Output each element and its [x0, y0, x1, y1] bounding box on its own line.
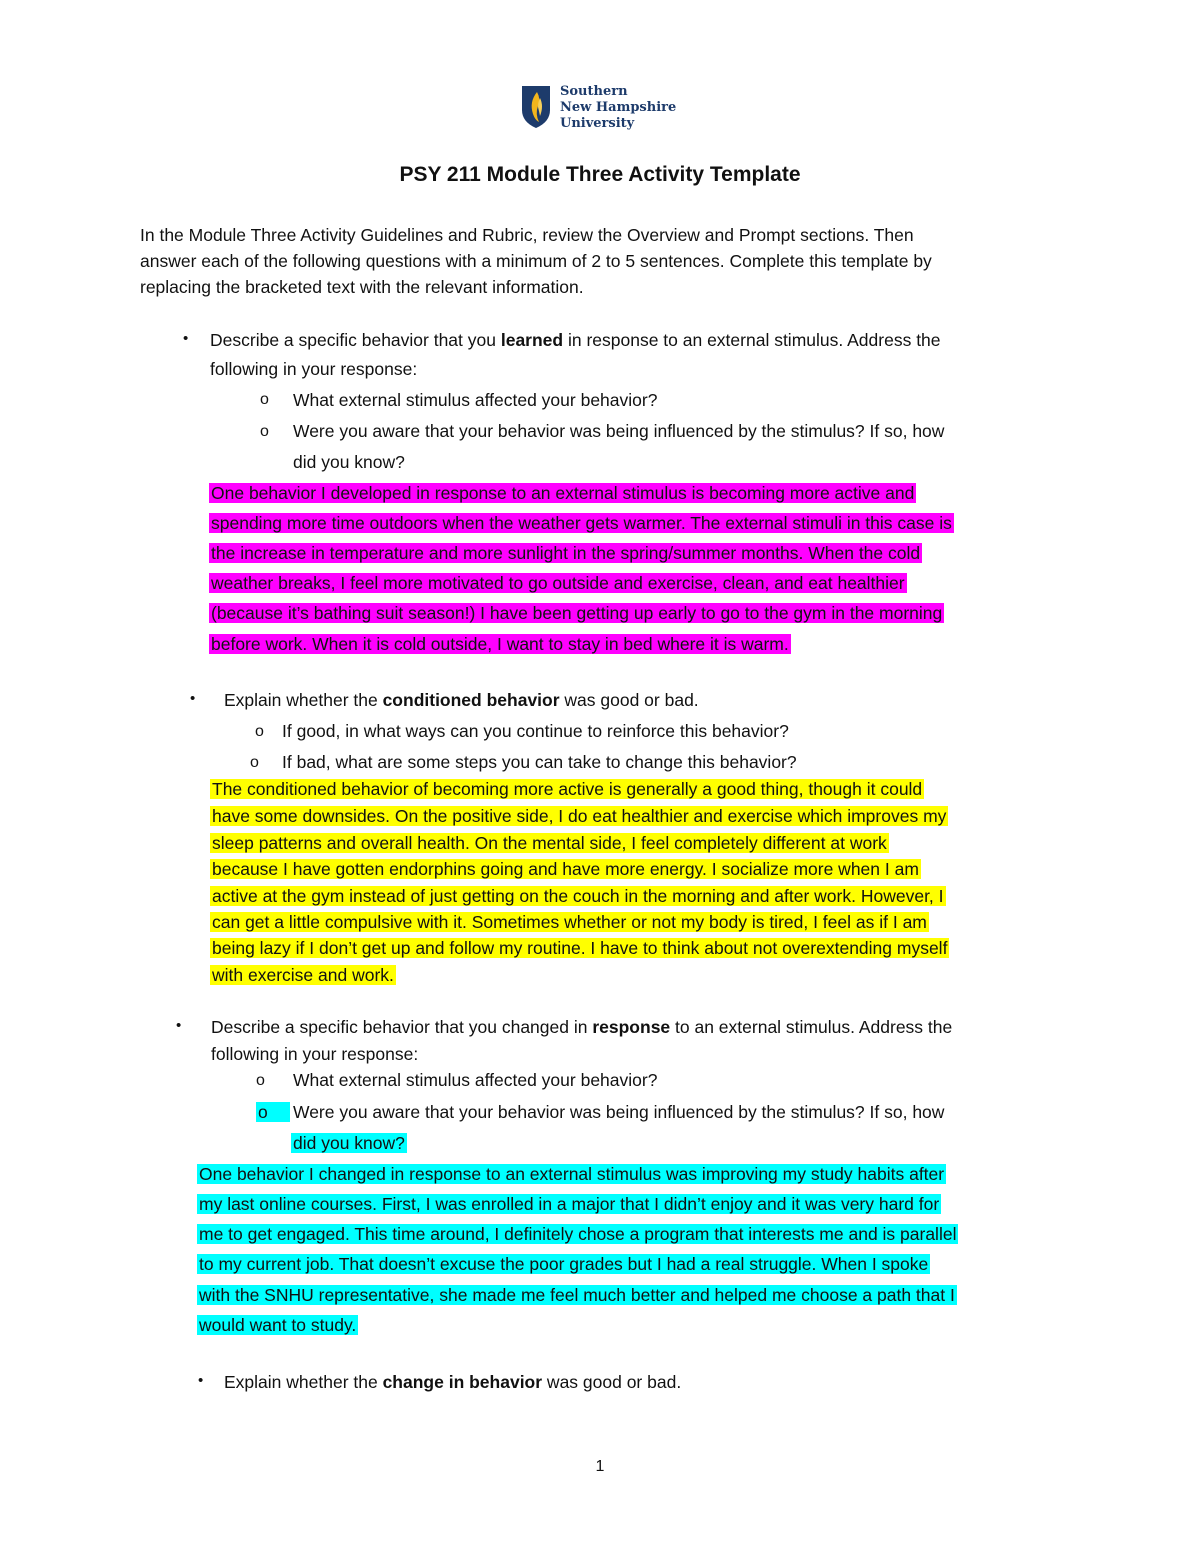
section3-sub2-text: Were you aware that your behavior was being influenced by the stimulus? If so, how: [293, 1102, 945, 1122]
snhu-logo: [520, 84, 676, 132]
sub-bullet-icon: o: [255, 723, 264, 740]
logo-line-3: University: [560, 116, 635, 131]
section1-prompt: [210, 328, 941, 352]
logo-line-2: New Hampshire: [560, 100, 677, 115]
section3-prompt-line2: following in your response:: [211, 1044, 419, 1064]
answer2-line: can get a little compulsive with it. Sometimes whether or not my body is tired, I feel as if I am: [212, 912, 927, 932]
prompt-emphasis: conditioned behavior: [382, 690, 560, 710]
answer3-line: my last online courses. First, I was enrolled in a major that I didn’t enjoy and it was very hard for: [199, 1194, 940, 1214]
answer2-line: being lazy if I don’t get up and follow my routine. I have to think about not overextending myself: [212, 938, 948, 958]
bullet-icon: •: [176, 1017, 182, 1034]
section3-sub2: [256, 1100, 945, 1124]
logo-wordmark: [560, 84, 676, 132]
answer2-line: because I have gotten endorphins going and have more energy. I socialize more when I am: [212, 859, 919, 879]
section2-sub2: If bad, what are some steps you can take to change this behavior?: [282, 752, 797, 772]
section1-sub2-line2: did you know?: [293, 452, 405, 472]
answer1-line: (because it’s bathing suit season!) I have been getting up early to go to the gym in the morning: [211, 603, 943, 623]
sub-bullet-icon: o: [260, 391, 269, 408]
section3-prompt: [211, 1015, 952, 1039]
answer1-line: spending more time outdoors when the weather gets warmer. The external stimuli in this case is: [211, 513, 952, 533]
bullet-icon: •: [198, 1372, 204, 1389]
shield-logo-icon: [520, 84, 552, 130]
prompt-emphasis: learned: [500, 330, 564, 350]
answer3-line: to my current job. That doesn’t excuse the poor grades but I had a real struggle. When I spoke: [199, 1254, 929, 1274]
section1-sub1: What external stimulus affected your behavior?: [293, 390, 658, 410]
answer3-line: One behavior I changed in response to an external stimulus was improving my study habits after: [199, 1164, 945, 1184]
sub-bullet-icon: o: [250, 754, 259, 771]
answer1-line: before work. When it is cold outside, I want to stay in bed where it is warm.: [211, 634, 789, 654]
prompt-text: was good or bad.: [542, 1372, 682, 1392]
prompt-text: Explain whether the: [224, 690, 383, 710]
answer2-line: sleep patterns and overall health. On the mental side, I feel completely different at work: [212, 833, 887, 853]
section2-prompt: [224, 688, 699, 712]
section2-sub1: If good, in what ways can you continue to reinforce this behavior?: [282, 721, 789, 741]
intro-paragraph: [140, 222, 1070, 300]
sub-bullet-icon: o: [260, 423, 269, 440]
sub-bullet-icon: o: [256, 1102, 290, 1122]
page-title: PSY 211 Module Three Activity Template: [399, 163, 801, 186]
section4-prompt: [224, 1370, 681, 1394]
bullet-icon: •: [183, 330, 189, 347]
prompt-emphasis: response: [592, 1017, 671, 1037]
prompt-text: in response to an external stimulus. Address the: [563, 330, 941, 350]
answer2-line: with exercise and work.: [212, 965, 394, 985]
prompt-text: to an external stimulus. Address the: [670, 1017, 953, 1037]
answer3-line: with the SNHU representative, she made me feel much better and helped me choose a path that I: [199, 1285, 955, 1305]
answer1-line: One behavior I developed in response to an external stimulus is becoming more active and: [211, 483, 915, 503]
answer3-line: would want to study.: [199, 1315, 357, 1335]
section1-sub2: Were you aware that your behavior was being influenced by the stimulus? If so, how: [293, 421, 945, 441]
answer1-line: weather breaks, I feel more motivated to go outside and exercise, clean, and eat healthier: [211, 573, 905, 593]
sub-bullet-icon: o: [256, 1072, 265, 1089]
answer2-line: The conditioned behavior of becoming more active is generally a good thing, though it could: [212, 779, 923, 799]
answer3-line: me to get engaged. This time around, I definitely chose a program that interests me and is parallel: [199, 1224, 957, 1244]
answer2-line: active at the gym instead of just getting on the couch in the morning and after work. However, I: [212, 886, 944, 906]
prompt-text: Explain whether the: [224, 1372, 383, 1392]
prompt-text: Describe a specific behavior that you changed in: [211, 1017, 593, 1037]
answer1-line: the increase in temperature and more sunlight in the spring/summer months. When the cold: [211, 543, 921, 563]
prompt-text: Describe a specific behavior that you: [210, 330, 501, 350]
section1-prompt-line2: following in your response:: [210, 359, 418, 379]
bullet-icon: •: [190, 690, 196, 707]
intro-line: answer each of the following questions with a minimum of 2 to 5 sentences. Complete this template by: [140, 251, 932, 271]
section3-sub2-line2: did you know?: [293, 1133, 405, 1153]
section3-sub1: What external stimulus affected your behavior?: [293, 1070, 658, 1090]
answer2-line: have some downsides. On the positive side, I do eat healthier and exercise which improves my: [212, 806, 947, 826]
intro-line: replacing the bracketed text with the relevant information.: [140, 277, 584, 297]
prompt-emphasis: change in behavior: [382, 1372, 543, 1392]
prompt-text: was good or bad.: [559, 690, 699, 710]
intro-line: In the Module Three Activity Guidelines and Rubric, review the Overview and Prompt sections. Then: [140, 225, 914, 245]
logo-line-1: Southern: [560, 84, 628, 99]
page-number: 1: [595, 1458, 605, 1475]
